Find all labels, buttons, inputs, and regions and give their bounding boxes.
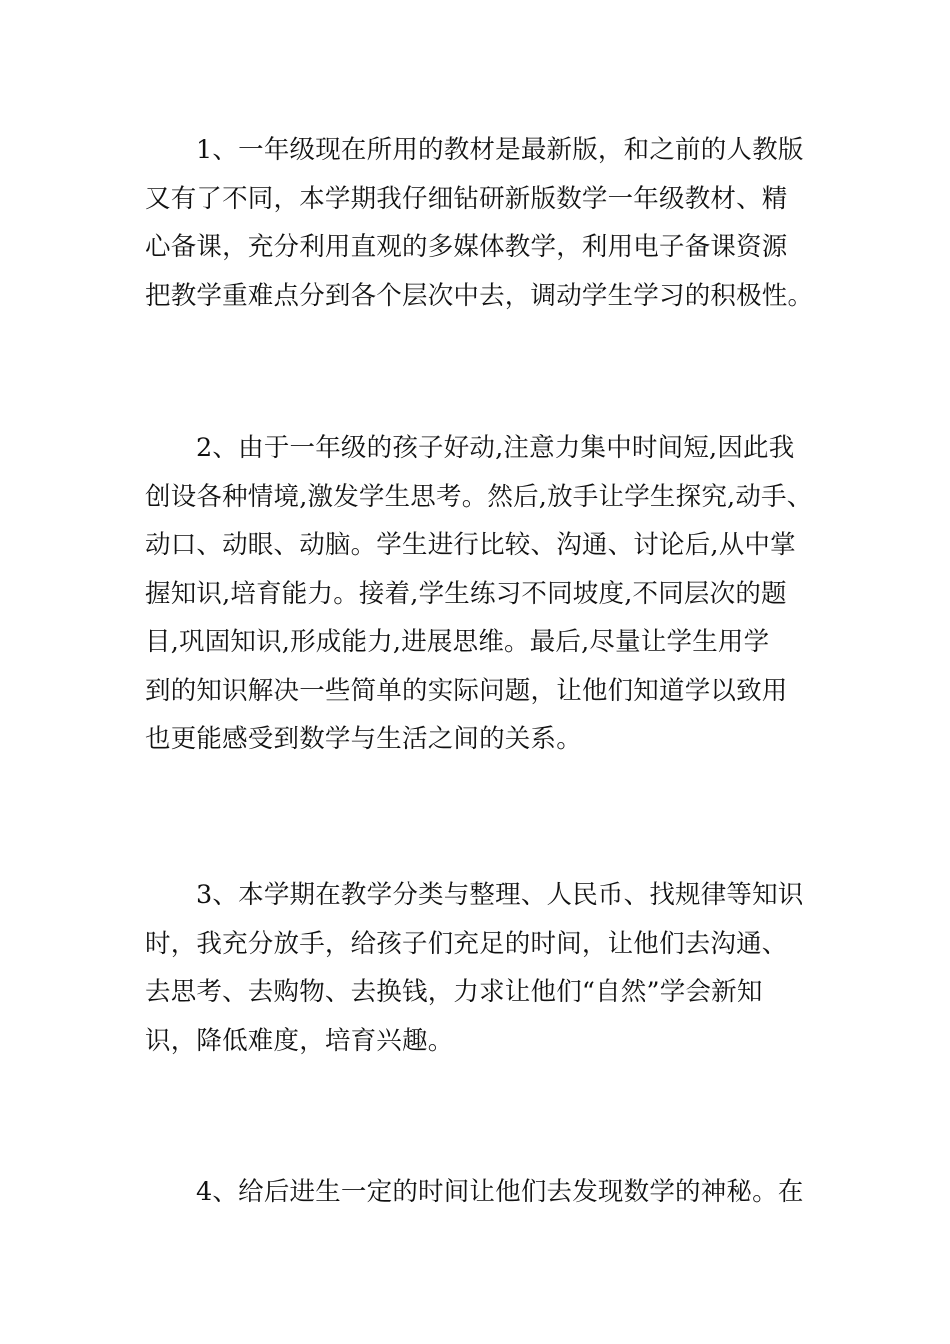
paragraph-line: 4、给后进生一定的时间让他们去发现数学的神秘。在	[196, 1177, 804, 1207]
paragraph-line: 到的知识解决一些简单的实际问题，让他们知道学以致用	[145, 675, 788, 706]
paragraph-line: 创设各种情境,激发学生思考。然后,放手让学生探究,动手、	[145, 481, 813, 512]
paragraph-line: 握知识,培育能力。接着,学生练习不同坡度,不同层次的题	[145, 578, 787, 609]
paragraph-4	[145, 1168, 815, 1217]
paragraph-line: 又有了不同，本学期我仔细钻研新版数学一年级教材、精	[145, 183, 788, 214]
paragraph-line: 1、一年级现在所用的教材是最新版，和之前的人教版	[196, 135, 804, 165]
paragraph-line: 3、本学期在教学分类与整理、人民币、找规律等知识	[196, 880, 804, 910]
paragraph-3	[145, 871, 815, 1065]
paragraph-line: 心备课，充分利用直观的多媒体教学，利用电子备课资源	[145, 232, 788, 262]
paragraph-line: 时，我充分放手，给孩子们充足的时间，让他们去沟通、	[145, 928, 788, 959]
paragraph-line: 动口、动眼、动脑。学生进行比较、沟通、讨论后,从中掌	[145, 530, 796, 560]
paragraph-2	[145, 424, 815, 764]
paragraph-line: 去思考、去购物、去换钱，力求让他们“自然”学会新知	[145, 977, 763, 1007]
paragraph-1	[145, 126, 815, 320]
paragraph-line: 2、由于一年级的孩子好动,注意力集中时间短,因此我	[196, 433, 795, 463]
paragraph-line: 也更能感受到数学与生活之间的关系。	[145, 724, 582, 754]
paragraph-line: 目,巩固知识,形成能力,进展思维。最后,尽量让学生用学	[145, 627, 770, 657]
paragraph-line: 识，降低难度，培育兴趣。	[145, 1025, 454, 1056]
paragraph-line: 把教学重难点分到各个层次中去，调动学生学习的积极性。	[145, 280, 814, 311]
